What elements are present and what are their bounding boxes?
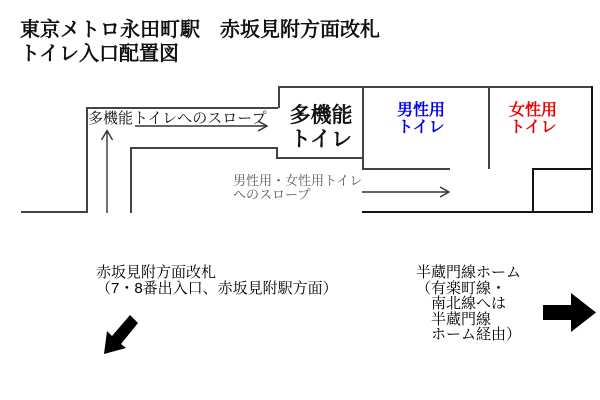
- gate-label-line2: （7・8番出入口、赤坂見附駅方面）: [96, 280, 338, 297]
- mw-slope-arrow-icon: [362, 187, 449, 197]
- platform-label-line5: ホーム経由）: [416, 326, 522, 343]
- mf-room-label-line1: 多機能: [289, 104, 353, 127]
- platform-label-line3: 南北線へは: [416, 295, 507, 312]
- mf-slope-arrow-icon: [135, 121, 267, 131]
- title-line-1: 東京メトロ永田町駅 赤坂見附方面改札: [20, 19, 380, 41]
- mf-slope-label: 多機能トイレへのスロープ: [88, 110, 267, 127]
- platform-label-line2: （有楽町線・: [416, 279, 507, 297]
- title-line-2: トイレ入口配置図: [20, 43, 179, 65]
- gate-direction-arrow-icon: [104, 315, 138, 354]
- ramp-up-arrow-icon: [102, 131, 113, 214]
- mw-slope-label-line1: 男性用・女性用トイレ: [233, 173, 363, 188]
- platform-label-line1: 半蔵門線ホーム: [416, 264, 522, 281]
- mw-slope-label-line2: へのスロープ: [233, 187, 311, 202]
- mens-room-label-line1: 男性用: [396, 102, 445, 119]
- womens-room-label-line2: トイレ: [509, 119, 557, 136]
- platform-label-line4: 半蔵門線: [416, 310, 492, 328]
- mens-room-label-line2: トイレ: [397, 119, 445, 136]
- platform-direction-arrow-icon: [543, 293, 596, 332]
- gate-label-line1: 赤坂見附方面改札: [96, 264, 217, 281]
- womens-room-label-line1: 女性用: [508, 102, 557, 119]
- mf-room-label-line2: トイレ: [290, 128, 352, 151]
